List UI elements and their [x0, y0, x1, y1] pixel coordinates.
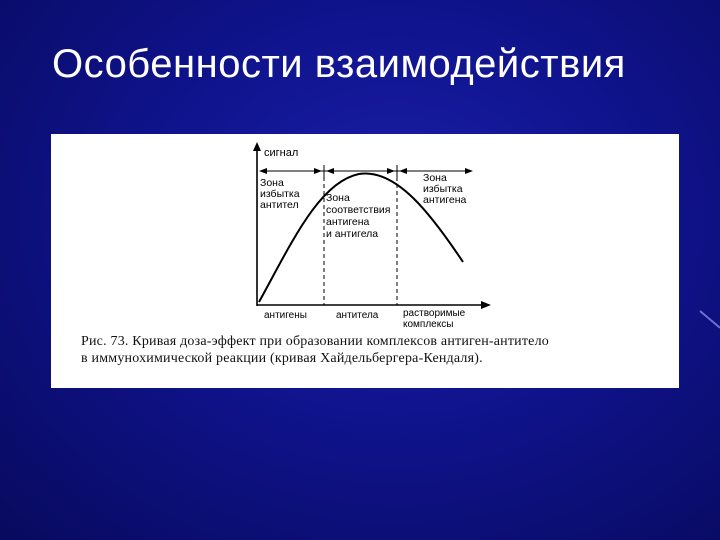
zone-right-line-1: Зона [423, 172, 447, 184]
zone-arrow-mid-left-end [314, 168, 322, 174]
figure-caption [81, 333, 671, 367]
zone-left-line-3: антител [260, 199, 299, 211]
x-axis-arrow [481, 301, 491, 309]
zone-arrow-right [465, 168, 473, 174]
y-axis-label: сигнал [264, 147, 299, 159]
caption-line-2: в иммунохимической реакции (кривая Хайдельбергера-Кендаля). [81, 351, 483, 366]
zone-right-line-2: избытка [423, 183, 463, 195]
zone-middle-line-3: антигена [326, 216, 370, 228]
zone-right-line-3: антигена [423, 194, 467, 206]
zone-right-text [423, 172, 467, 206]
zone-arrow-left [259, 168, 267, 174]
zone-left-line-2: избытка [260, 188, 300, 200]
zone-middle-text [326, 192, 393, 240]
x-label-antigens: антигены [264, 310, 307, 321]
zone-arrow-mid-start [326, 168, 334, 174]
zone-arrow-right-start [399, 168, 407, 174]
y-axis-arrow [253, 142, 261, 151]
x-label-antibodies: антитела [336, 310, 379, 321]
zone-arrow-mid-end [387, 168, 395, 174]
x-label-right-line-1: растворимые [403, 308, 466, 319]
zone-middle-line-4: и антигела [326, 228, 379, 240]
x-label-right-line-2: комплексы [403, 319, 454, 330]
zone-middle-line-2: соответствия [326, 204, 391, 216]
x-label-soluble-complexes [403, 308, 468, 330]
zone-left-line-1: Зона [260, 177, 284, 189]
figure-image [51, 134, 679, 388]
slide-title: Особенности взаимодействия [52, 42, 626, 86]
decorative-streak [699, 310, 720, 328]
caption-line-1: Рис. 73. Кривая доза-эффект при образовании комплексов антиген-антитело [81, 334, 549, 349]
zone-left-text [260, 177, 303, 211]
zone-middle-line-1: Зона [326, 192, 350, 204]
